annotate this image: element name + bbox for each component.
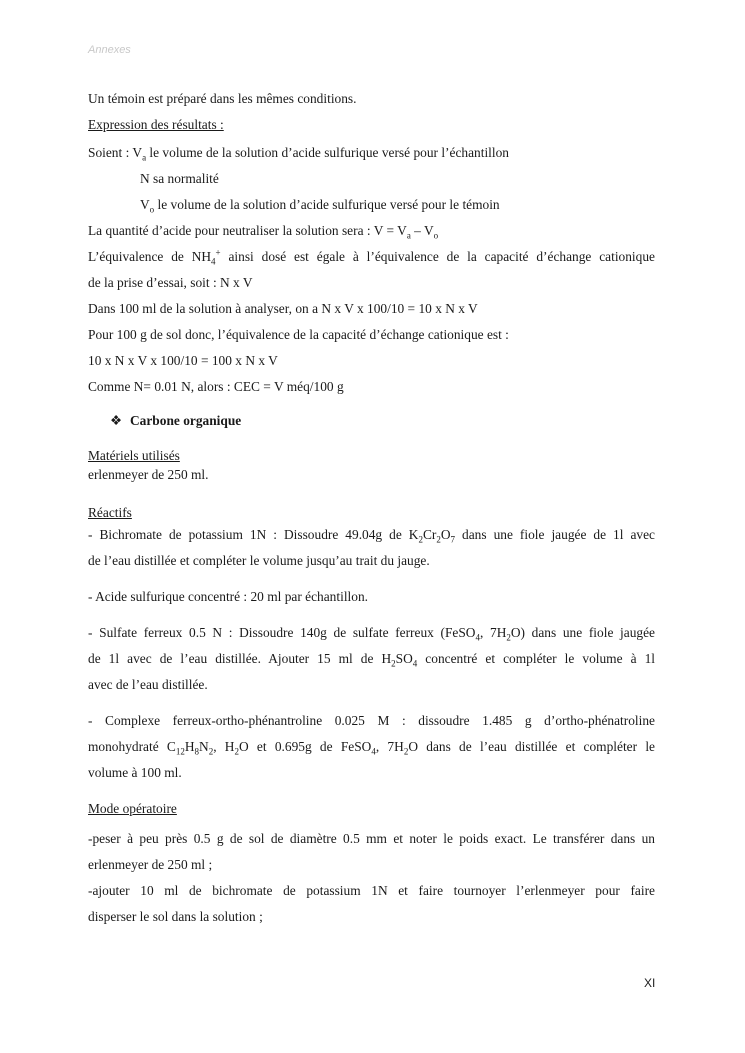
- reactifs-title: Réactifs: [88, 505, 132, 520]
- equivalence-line: L’équivalence de $NH_4^+$ ainsi dosé est égale à l’équivalence de la capacité d’échange cationique: [88, 247, 655, 267]
- bichromate-line: - Bichromate de potassium 1N : Dissoudre 49.04g de $K_2Cr_2O_7$ dans une fiole jaugée de 1l avec: [88, 527, 655, 545]
- bichromate-line-2: de l’eau distillée et compléter le volume jusqu’au trait du jauge.: [88, 553, 430, 568]
- comme-line: Comme N= 0.01 N, alors : CEC = V méq/100 g: [88, 379, 344, 394]
- temoin-line: Un témoin est préparé dans les mêmes conditions.: [88, 91, 357, 106]
- carbone-heading: ❖ Carbone organique: [88, 408, 655, 434]
- acide-line: - Acide sulfurique concentré : 20 ml par échantillon.: [88, 589, 368, 604]
- sulfate-line-1: - Sulfate ferreux 0.5 N : Dissoudre 140g de sulfate ferreux (FeSO$_4$, $7H_2O$) dans une fiole jaugée: [88, 625, 655, 643]
- normalite-line: N sa normalité: [140, 171, 219, 186]
- formule-line: 10 x N x V x 100/10 = 100 x N x V: [88, 353, 278, 368]
- diamond-bullet-icon: ❖: [110, 413, 123, 428]
- ajouter-line-1: -ajouter 10 ml de bichromate de potassium 1N et faire tournoyer l’erlenmeyer pour faire: [88, 883, 655, 898]
- complexe-line-2: monohydraté $C_{12}H_8N_2$, $H_2O$ et 0.695g de FeSO$_4$, $7H_2O$ dans de l’eau distillée et compléter le: [88, 739, 656, 757]
- page-number: XI: [644, 976, 656, 990]
- complexe-line-1: - Complexe ferreux-ortho-phénantroline 0.025 M : dissoudre 1.485 g d’ortho-phénatroline: [88, 713, 655, 728]
- dans100-line: Dans 100 ml de la solution à analyser, on a N x V x 100/10 = 10 x N x V: [88, 301, 478, 316]
- page-header: Annexes: [88, 44, 131, 56]
- materiels-text: erlenmeyer de 250 ml.: [88, 467, 209, 482]
- quantite-line: La quantité d’acide pour neutraliser la solution sera : $V = V_a - V_o$: [88, 223, 439, 241]
- expression-title: Expression des résultats :: [88, 117, 224, 132]
- page-content: [88, 86, 655, 930]
- peser-line-2: erlenmeyer de 250 ml ;: [88, 857, 213, 872]
- sulfate-line-3: avec de l’eau distillée.: [88, 677, 208, 692]
- prise-line: de la prise d’essai, soit : N x V: [88, 275, 253, 290]
- mode-title: Mode opératoire: [88, 801, 177, 816]
- materiels-title: Matériels utilisés: [88, 448, 180, 463]
- peser-line-1: -peser à peu près 0.5 g de sol de diamètre 0.5 mm et noter le poids exact. Le transférer dans un: [88, 831, 655, 846]
- pour100-line: Pour 100 g de sol donc, l’équivalence de la capacité d’échange cationique est :: [88, 327, 509, 342]
- vo-line: $V_o$ le volume de la solution d’acide sulfurique versé pour le témoin: [140, 197, 500, 215]
- complexe-line-3: volume à 100 ml.: [88, 765, 182, 780]
- ajouter-line-2: disperser le sol dans la solution ;: [88, 909, 263, 924]
- sulfate-line-2: de 1l avec de l’eau distillée. Ajouter 15 ml de $H_2SO_4$ concentré et compléter le volume à 1l: [88, 651, 655, 669]
- soient-line: Soient : $V_a$ le volume de la solution d’acide sulfurique versé pour l’échantillon: [88, 145, 510, 163]
